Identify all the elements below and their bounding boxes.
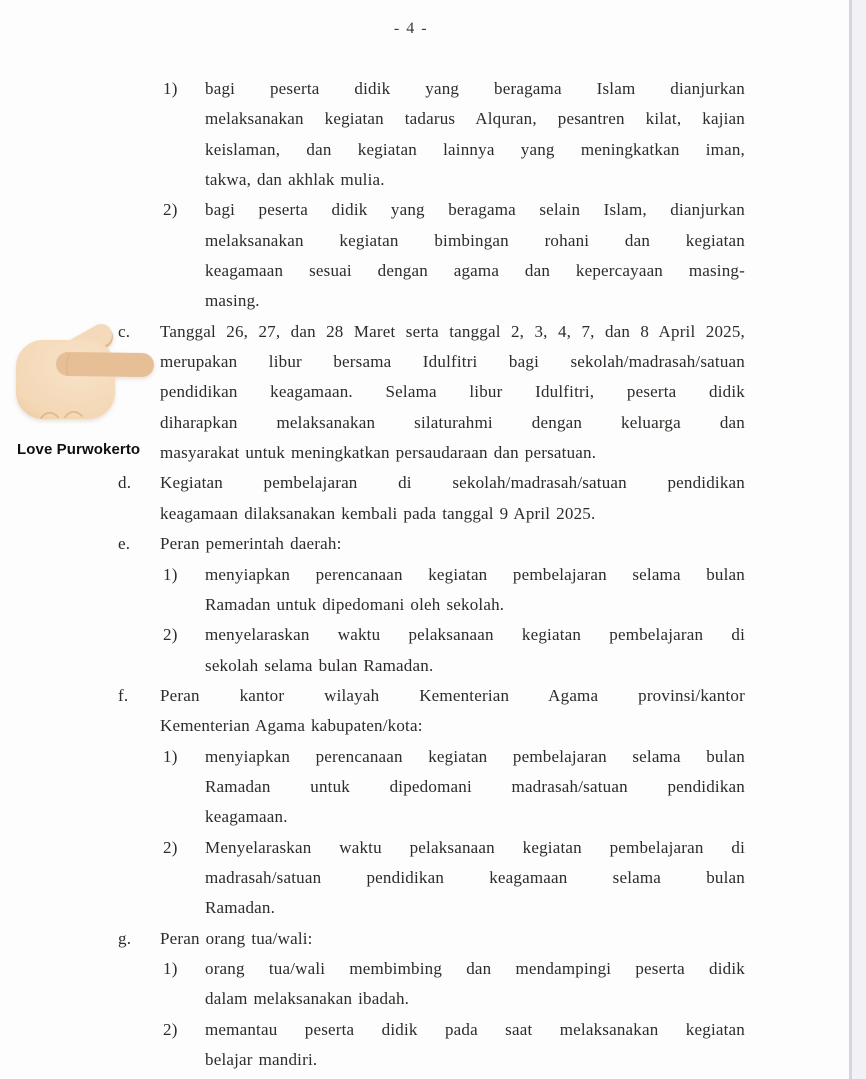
item-marker: 1) [163, 79, 178, 98]
item-marker: 1) [163, 746, 178, 766]
text-line: bagi peserta didik yang beragama selain Islam, dianjurkan [205, 200, 745, 220]
text-line: takwa, dan akhlak mulia. [205, 170, 385, 190]
text-line: Kegiatan pembelajaran di sekolah/madrasah/satuan pendidikan [160, 473, 745, 493]
text-line: bagi peserta didik yang beragama Islam dianjurkan [205, 79, 745, 98]
text-line: sekolah selama bulan Ramadan. [205, 655, 434, 675]
list-item [163, 560, 745, 621]
text-line: melaksanakan kegiatan tadarus Alquran, pesantren kilat, kajian [205, 109, 745, 129]
text-line: Tanggal 26, 27, dan 28 Maret serta tanggal 2, 3, 4, 7, dan 8 April 2025, [160, 321, 745, 341]
list-item [163, 620, 745, 681]
item-marker: 2) [163, 837, 178, 857]
text-line: belajar mandiri. [205, 1050, 318, 1069]
text-line: dalam melaksanakan ibadah. [205, 989, 410, 1009]
item-text [205, 742, 745, 833]
item-marker: 1) [163, 564, 178, 584]
item-marker: 2) [163, 1019, 178, 1039]
text-line: menyiapkan perencanaan kegiatan pembelajaran selama bulan [205, 564, 745, 584]
item-text [205, 620, 745, 681]
item-marker: e. [118, 534, 131, 554]
page-number: - 4 - [393, 20, 429, 37]
list-item [118, 681, 745, 742]
list-item [163, 195, 745, 316]
list-item [163, 1015, 745, 1076]
text-line: Peran kantor wilayah Kementerian Agama provinsi/kantor [160, 685, 745, 705]
text-line: masing. [205, 291, 260, 311]
sticker-label: Love Purwokerto [17, 441, 141, 458]
text-line: pendidikan keagamaan. Selama libur Idulfitri, peserta didik [160, 382, 745, 402]
list-item [118, 317, 745, 469]
item-text [205, 195, 745, 316]
document-body [0, 74, 866, 1075]
list-item [163, 74, 745, 195]
list-item [163, 954, 745, 1015]
text-line: keagamaan. [205, 807, 288, 827]
item-marker: 2) [163, 625, 178, 645]
text-line: Peran pemerintah daerah: [160, 534, 342, 554]
text-line: Kementerian Agama kabupaten/kota: [160, 716, 423, 736]
text-line: Ramadan untuk dipedomani madrasah/satuan pendidikan [205, 776, 745, 796]
item-marker: g. [118, 928, 132, 948]
item-text [160, 681, 745, 742]
text-line: Ramadan untuk dipedomani oleh sekolah. [205, 594, 505, 614]
text-line: memantau peserta didik pada saat melaksanakan kegiatan [205, 1019, 745, 1039]
item-marker: c. [118, 321, 131, 341]
list-item [118, 468, 745, 529]
text-line: keislaman, dan kegiatan lainnya yang meningkatkan iman, [205, 139, 745, 159]
item-marker: 2) [163, 200, 178, 220]
item-text [205, 954, 745, 1015]
text-line: Ramadan. [205, 898, 276, 918]
text-line: masyarakat untuk meningkatkan persaudaraan dan persatuan. [160, 443, 597, 463]
item-text [160, 529, 745, 559]
item-text [160, 468, 745, 529]
text-line: madrasah/satuan pendidikan keagamaan selama bulan [205, 867, 745, 887]
list-item [163, 833, 745, 924]
item-text [205, 74, 745, 195]
item-text [160, 317, 745, 469]
list-item [118, 924, 745, 954]
text-line: Peran orang tua/wali: [160, 928, 313, 948]
text-line: menyelaraskan waktu pelaksanaan kegiatan pembelajaran di [205, 625, 745, 645]
text-line: menyiapkan perencanaan kegiatan pembelajaran selama bulan [205, 746, 745, 766]
item-marker: 1) [163, 958, 178, 978]
item-text [205, 1015, 745, 1076]
item-text [205, 833, 745, 924]
text-line: diharapkan melaksanakan silaturahmi dengan keluarga dan [160, 412, 745, 432]
list-item [163, 742, 745, 833]
text-line: melaksanakan kegiatan bimbingan rohani dan kegiatan [205, 230, 745, 250]
item-marker: f. [118, 685, 129, 705]
text-line: keagamaan sesuai dengan agama dan kepercayaan masing- [205, 261, 745, 281]
text-line: Menyelaraskan waktu pelaksanaan kegiatan pembelajaran di [205, 837, 745, 857]
text-line: keagamaan dilaksanakan kembali pada tanggal 9 April 2025. [160, 503, 596, 523]
item-text [160, 924, 745, 954]
item-marker: d. [118, 473, 132, 493]
text-line: orang tua/wali membimbing dan mendampingi peserta didik [205, 958, 745, 978]
item-text [205, 560, 745, 621]
list-item [118, 529, 745, 559]
text-line: merupakan libur bersama Idulfitri bagi sekolah/madrasah/satuan [160, 352, 745, 372]
